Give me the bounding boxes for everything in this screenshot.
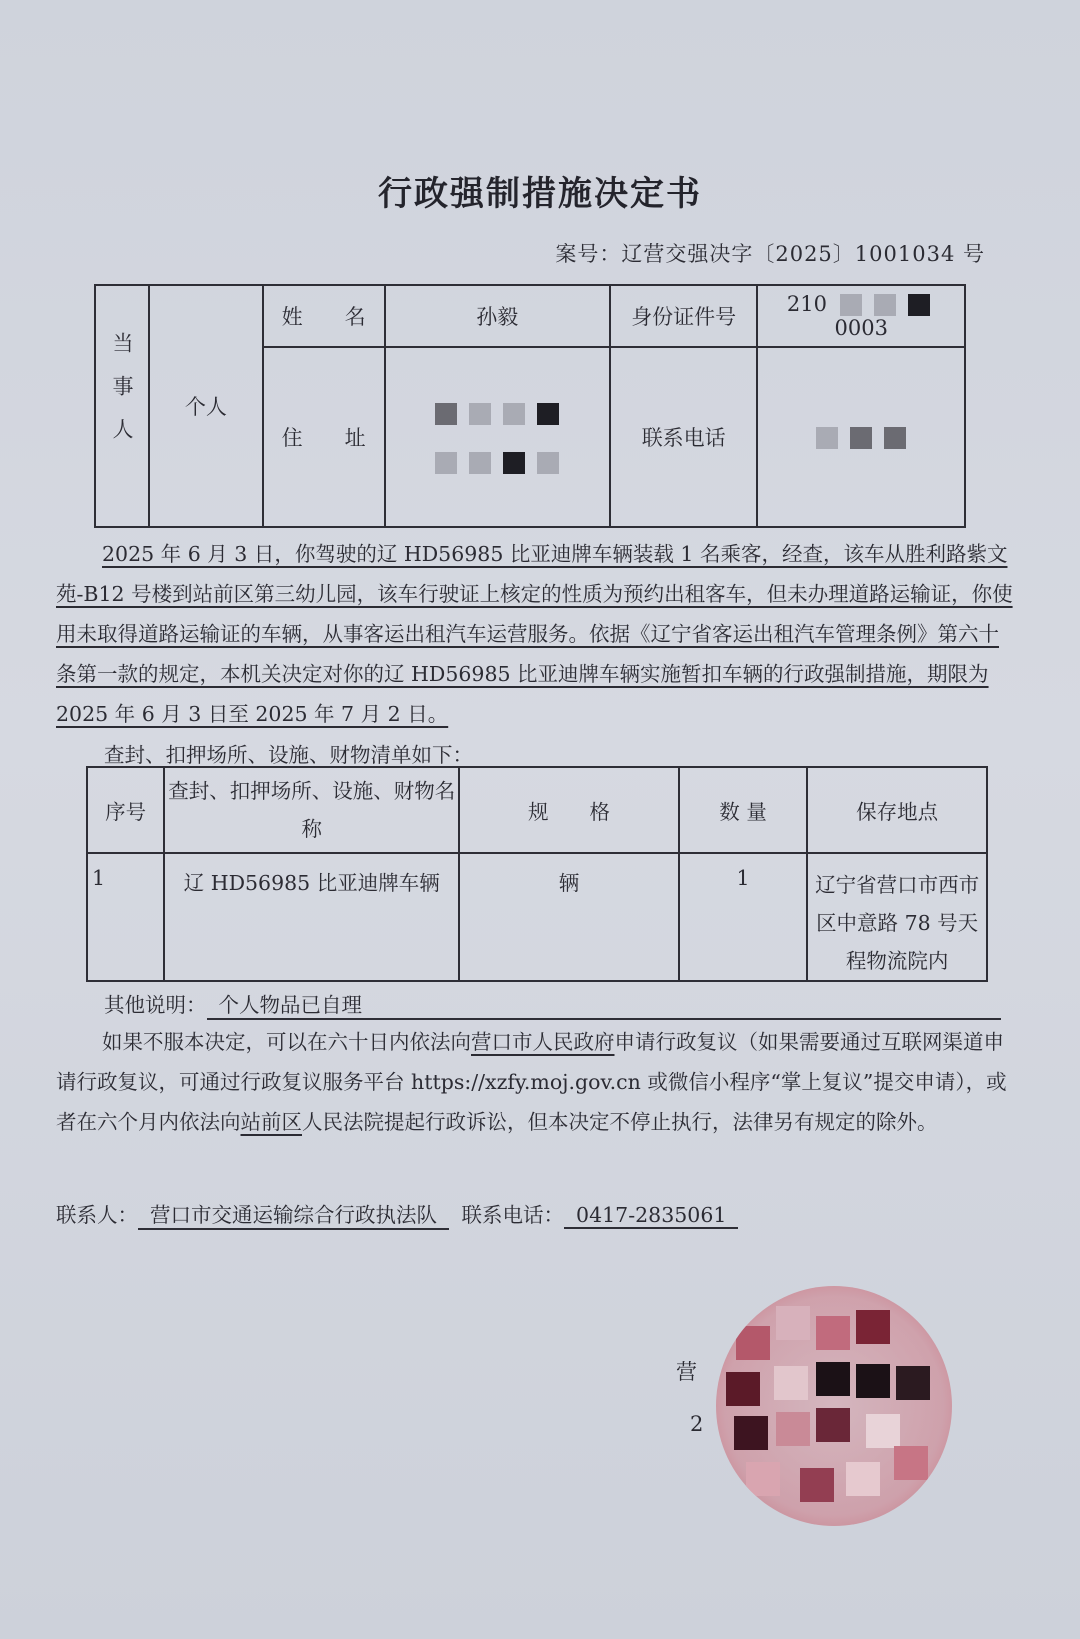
name-label: 姓 名 (263, 285, 385, 347)
header-spec: 规 格 (459, 767, 679, 853)
header-no: 序号 (87, 767, 164, 853)
decision-body: 2025 年 6 月 3 日，你驾驶的辽 HD56985 比亚迪牌车辆装载 1 名乘客，经查，该车从胜利路紫文苑-B12 号楼到站前区第三幼儿园，该车行驶证上核定的性质为预约出租客车，但未办理道路运输证，你使用未取得道路运输证的车辆，从事客运出租汽车运营服务。依据《辽宁省客运出租汽车管理条例》第六十条第一款的规定，本机关决定对你的辽 HD56985 比亚迪牌车辆实施暂扣车辆的行政强制措施，期限为 2025 年 6 月 3 日至 2025 年 7 月 2 日。 (56, 542, 1013, 726)
case-number: 案号：辽营交强决字〔2025〕1001034 号 (555, 242, 985, 266)
address-redacted (385, 347, 610, 527)
other-notes-value: 个人物品已自理 (207, 988, 1001, 1020)
party-info-table (94, 284, 966, 528)
header-name: 查封、扣押场所、设施、财物名称 (164, 767, 459, 853)
header-place: 保存地点 (807, 767, 987, 853)
court-district: 站前区 (240, 1110, 302, 1134)
party-name: 孙毅 (385, 285, 610, 347)
row-place: 辽宁省营口市西市区中意路 78 号天程物流院内 (807, 853, 987, 981)
row-spec: 辆 (459, 853, 679, 981)
row-no: 1 (87, 853, 164, 981)
contact-phone: 0417-2835061 (564, 1203, 738, 1229)
id-number: 210 0003 (757, 285, 965, 347)
seized-items-table (86, 766, 988, 982)
appeal-paragraph: 如果不服本决定，可以在六十日内依法向营口市人民政府申请行政复议（如果需要通过互联网渠道申请行政复议，可通过行政复议服务平台 https://xzfy.moj.gov.cn 或微信小程序“掌上复议”提交申请），或者在六个月内依法向站前区人民法院提起行政诉讼，但本决定不停止执行，法律另有规定的除外。 (56, 1030, 1007, 1134)
review-authority: 营口市人民政府 (471, 1030, 615, 1054)
table-row (87, 853, 987, 981)
header-qty: 数 量 (679, 767, 807, 853)
phone-label: 联系电话 (610, 347, 758, 527)
address-label: 住 址 (263, 347, 385, 527)
phone-redacted (757, 347, 965, 527)
official-seal-redacted (716, 1286, 952, 1526)
seal-org-char: 营 (676, 1360, 697, 1384)
contact-line: 联系人： 营口市交通运输综合行政执法队 联系电话： 0417-2835061 (56, 1198, 738, 1230)
id-label: 身份证件号 (610, 285, 758, 347)
other-notes: 其他说明： 个人物品已自理 (104, 988, 1016, 1020)
contact-value: 营口市交通运输综合行政执法队 (138, 1198, 449, 1230)
party-row-label: 当事人 (95, 285, 149, 527)
document-title: 行政强制措施决定书 (378, 174, 702, 214)
row-qty: 1 (679, 853, 807, 981)
row-name: 辽 HD56985 比亚迪牌车辆 (164, 853, 459, 981)
party-type: 个人 (149, 285, 263, 527)
list-intro: 查封、扣押场所、设施、财物清单如下： (104, 743, 473, 767)
seal-date-char: 2 (690, 1412, 704, 1436)
